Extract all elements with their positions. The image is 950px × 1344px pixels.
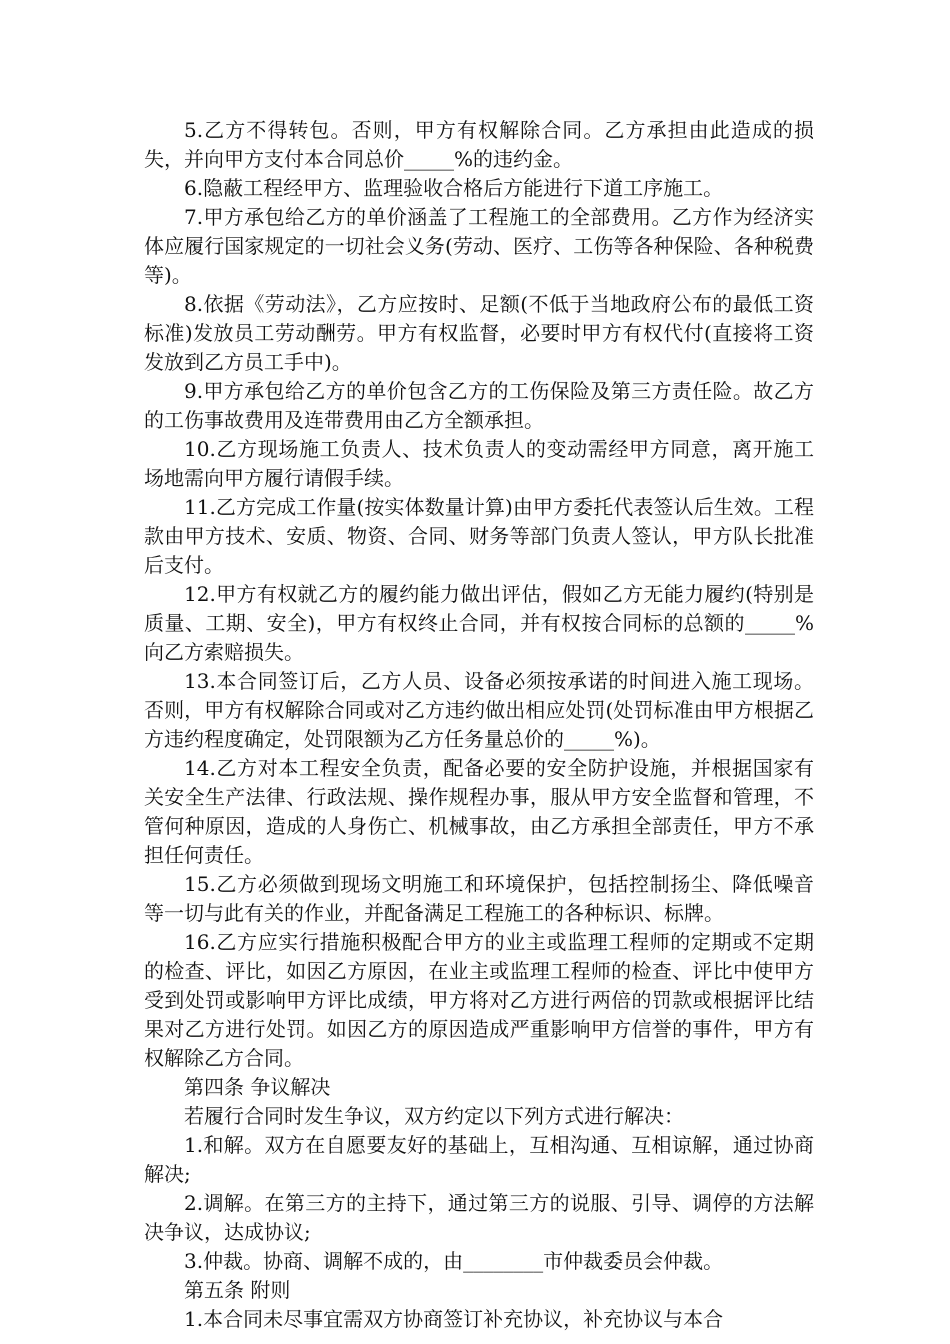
clause-8: 8.依据《劳动法》，乙方应按时、足额(不低于当地政府公布的最低工资标准)发放员工劳动酬劳。甲方有权监督，必要时甲方有权代付(直接将工资发放到乙方员工手中)。 <box>144 292 814 374</box>
dispute-item-2: 2.调解。在第三方的主持下，通过第三方的说服、引导、调停的方法解决争议，达成协议; <box>144 1191 814 1244</box>
clause-14: 14.乙方对本工程安全负责，配备必要的安全防护设施，并根据国家有关安全生产法律、行政法规、操作规程办事，服从甲方安全监督和管理，不管何种原因，造成的人身伤亡、机械事故，由乙方承担全部责任，甲方不承担任何责任。 <box>144 756 814 867</box>
section-4-heading: 第四条 争议解决 <box>184 1075 331 1099</box>
dispute-item-3: 3.仲裁。协商、调解不成的，由________市仲裁委员会仲裁。 <box>184 1249 724 1273</box>
clause-13: 13.本合同签订后，乙方人员、设备必须按承诺的时间进入施工现场。否则，甲方有权解除合同或对乙方违约做出相应处罚(处罚标准由甲方根据乙方违约程度确定，处罚限额为乙方任务量总价的_____%)。 <box>144 669 814 751</box>
dispute-item-1: 1.和解。双方在自愿要友好的基础上，互相沟通、互相谅解，通过协商解决; <box>144 1133 814 1186</box>
clause-5: 5.乙方不得转包。否则，甲方有权解除合同。乙方承担由此造成的损失，并向甲方支付本合同总价_____%的违约金。 <box>144 118 814 171</box>
appendix-item-1: 1.本合同未尽事宜需双方协商签订补充协议，补充协议与本合 <box>184 1307 724 1331</box>
clause-10: 10.乙方现场施工负责人、技术负责人的变动需经甲方同意，离开施工场地需向甲方履行请假手续。 <box>144 437 814 490</box>
clause-11: 11.乙方完成工作量(按实体数量计算)由甲方委托代表签认后生效。工程款由甲方技术、安质、物资、合同、财务等部门负责人签认，甲方队长批准后支付。 <box>144 495 814 577</box>
clause-6: 6.隐蔽工程经甲方、监理验收合格后方能进行下道工序施工。 <box>184 176 724 200</box>
contract-body <box>144 116 814 1334</box>
clause-16: 16.乙方应实行措施积极配合甲方的业主或监理工程师的定期或不定期的检查、评比，如因乙方原因，在业主或监理工程师的检查、评比中使甲方受到处罚或影响甲方评比成绩，甲方将对乙方进行两倍的罚款或根据评比结果对乙方进行处罚。如因乙方的原因造成严重影响甲方信誉的事件，甲方有权解除乙方合同。 <box>144 930 814 1070</box>
clause-7: 7.甲方承包给乙方的单价涵盖了工程施工的全部费用。乙方作为经济实体应履行国家规定的一切社会义务(劳动、医疗、工伤等各种保险、各种税费等)。 <box>144 205 814 287</box>
section-5-heading: 第五条 附则 <box>184 1278 291 1302</box>
section-4-intro: 若履行合同时发生争议，双方约定以下列方式进行解决： <box>184 1104 684 1128</box>
clause-9: 9.甲方承包给乙方的单价包含乙方的工伤保险及第三方责任险。故乙方的工伤事故费用及连带费用由乙方全额承担。 <box>144 379 814 432</box>
clause-12: 12.甲方有权就乙方的履约能力做出评估，假如乙方无能力履约(特别是质量、工期、安全)，甲方有权终止合同，并有权按合同标的总额的_____%向乙方索赔损失。 <box>144 582 814 664</box>
clause-15: 15.乙方必须做到现场文明施工和环境保护，包括控制扬尘、降低噪音等一切与此有关的作业，并配备满足工程施工的各种标识、标牌。 <box>144 872 814 925</box>
